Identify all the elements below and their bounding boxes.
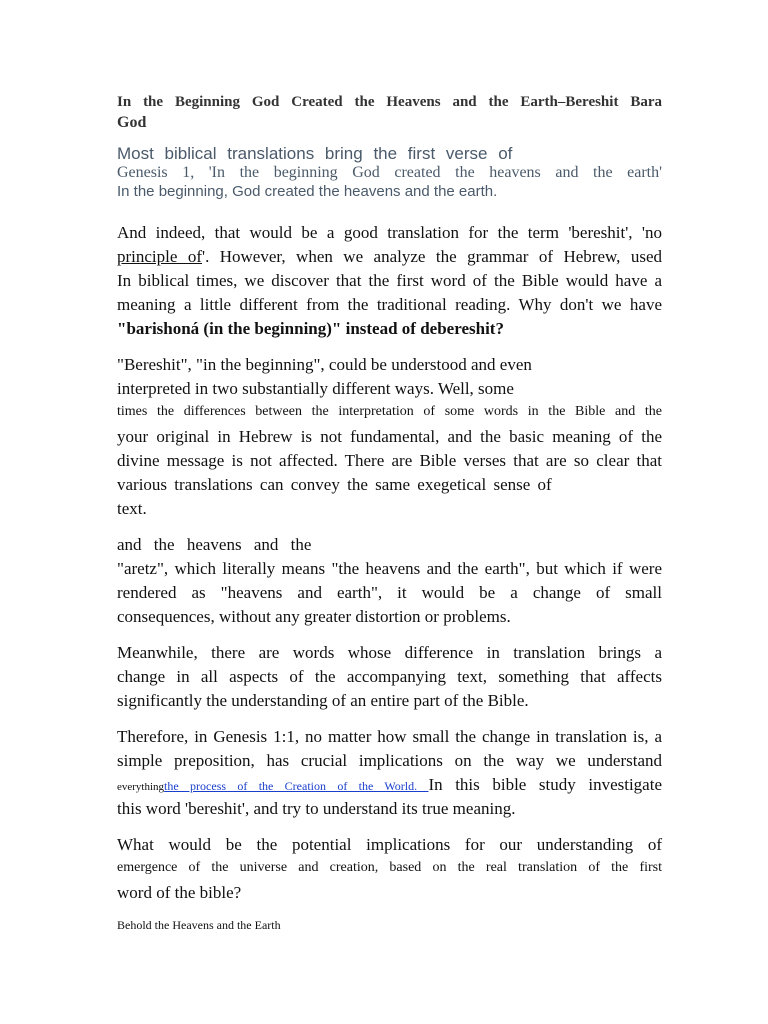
p3-line-2: "aretz", which literally means "the heavens and the earth", but which if were xyxy=(117,559,662,578)
p5-line-3-rest: In this bible study investigate xyxy=(428,775,662,794)
p1-line-3: In biblical times, we discover that the first word of the Bible would have a xyxy=(117,271,662,290)
intro-line-3: In the beginning, God created the heavens and the earth. xyxy=(117,183,498,200)
footer-heading: Behold the Heavens and the Earth xyxy=(117,918,281,932)
p4-line-1: Meanwhile, there are words whose difference in translation brings a xyxy=(117,643,662,662)
p6-line-1: What would be the potential implications for our understanding of xyxy=(117,835,662,854)
p2-line-4: your original in Hebrew is not fundamental, and the basic meaning of the xyxy=(117,427,662,446)
intro-line-2: Genesis 1, 'In the beginning God created the heavens and the earth' xyxy=(117,164,662,181)
p6-line-3: word of the bible? xyxy=(117,883,242,902)
underlined-phrase: principle of xyxy=(117,247,203,266)
p5-line-3 xyxy=(117,775,662,795)
p1-line-4: meaning a little different from the traditional reading. Why don't we have xyxy=(117,295,662,314)
doc-title-line-1: In the Beginning God Created the Heavens and the Earth–Bereshit Bara xyxy=(117,94,662,110)
p3-line-3: rendered as "heavens and earth", it would be a change of small xyxy=(117,583,662,602)
p4-line-3: significantly the understanding of an entire part of the Bible. xyxy=(117,691,529,710)
creation-of-the-world-link[interactable]: the process of the Creation of the World. xyxy=(164,779,429,793)
p2-line-5: divine message is not affected. There are Bible verses that are so clear that xyxy=(117,451,662,470)
intro-line-1: Most biblical translations bring the first verse of xyxy=(117,144,513,163)
p2-line-2: interpreted in two substantially different ways. Well, some xyxy=(117,379,514,398)
p4-line-2: change in all aspects of the accompanying text, something that affects xyxy=(117,667,662,686)
p1-line-2-rest: '. However, when we analyze the grammar of Hebrew, used xyxy=(202,247,662,266)
p3-line-1: and the heavens and the xyxy=(117,535,312,554)
p2-line-7: text. xyxy=(117,499,147,518)
p5-line-2: simple preposition, has crucial implications on the way we understand xyxy=(117,751,662,770)
p6-line-2: emergence of the universe and creation, based on the real translation of the first xyxy=(117,860,662,875)
p3-line-4: consequences, without any greater distortion or problems. xyxy=(117,607,511,626)
doc-title-line-2: God xyxy=(117,114,147,131)
p2-line-1: "Bereshit", "in the beginning", could be understood and even xyxy=(117,355,532,374)
p1-line-5-bold: "barishoná (in the beginning)" instead of debereshit? xyxy=(117,319,504,338)
small-word: everything xyxy=(117,781,165,793)
p2-line-3: times the differences between the interpretation of some words in the Bible and the xyxy=(117,404,662,419)
p2-line-6: various translations can convey the same exegetical sense of xyxy=(117,475,552,494)
p5-line-1: Therefore, in Genesis 1:1, no matter how small the change in translation is, a xyxy=(117,727,662,746)
p5-line-4: this word 'bereshit', and try to understand its true meaning. xyxy=(117,799,516,818)
p1-line-2 xyxy=(117,247,662,267)
p1-line-1: And indeed, that would be a good translation for the term 'bereshit', 'no xyxy=(117,223,662,242)
